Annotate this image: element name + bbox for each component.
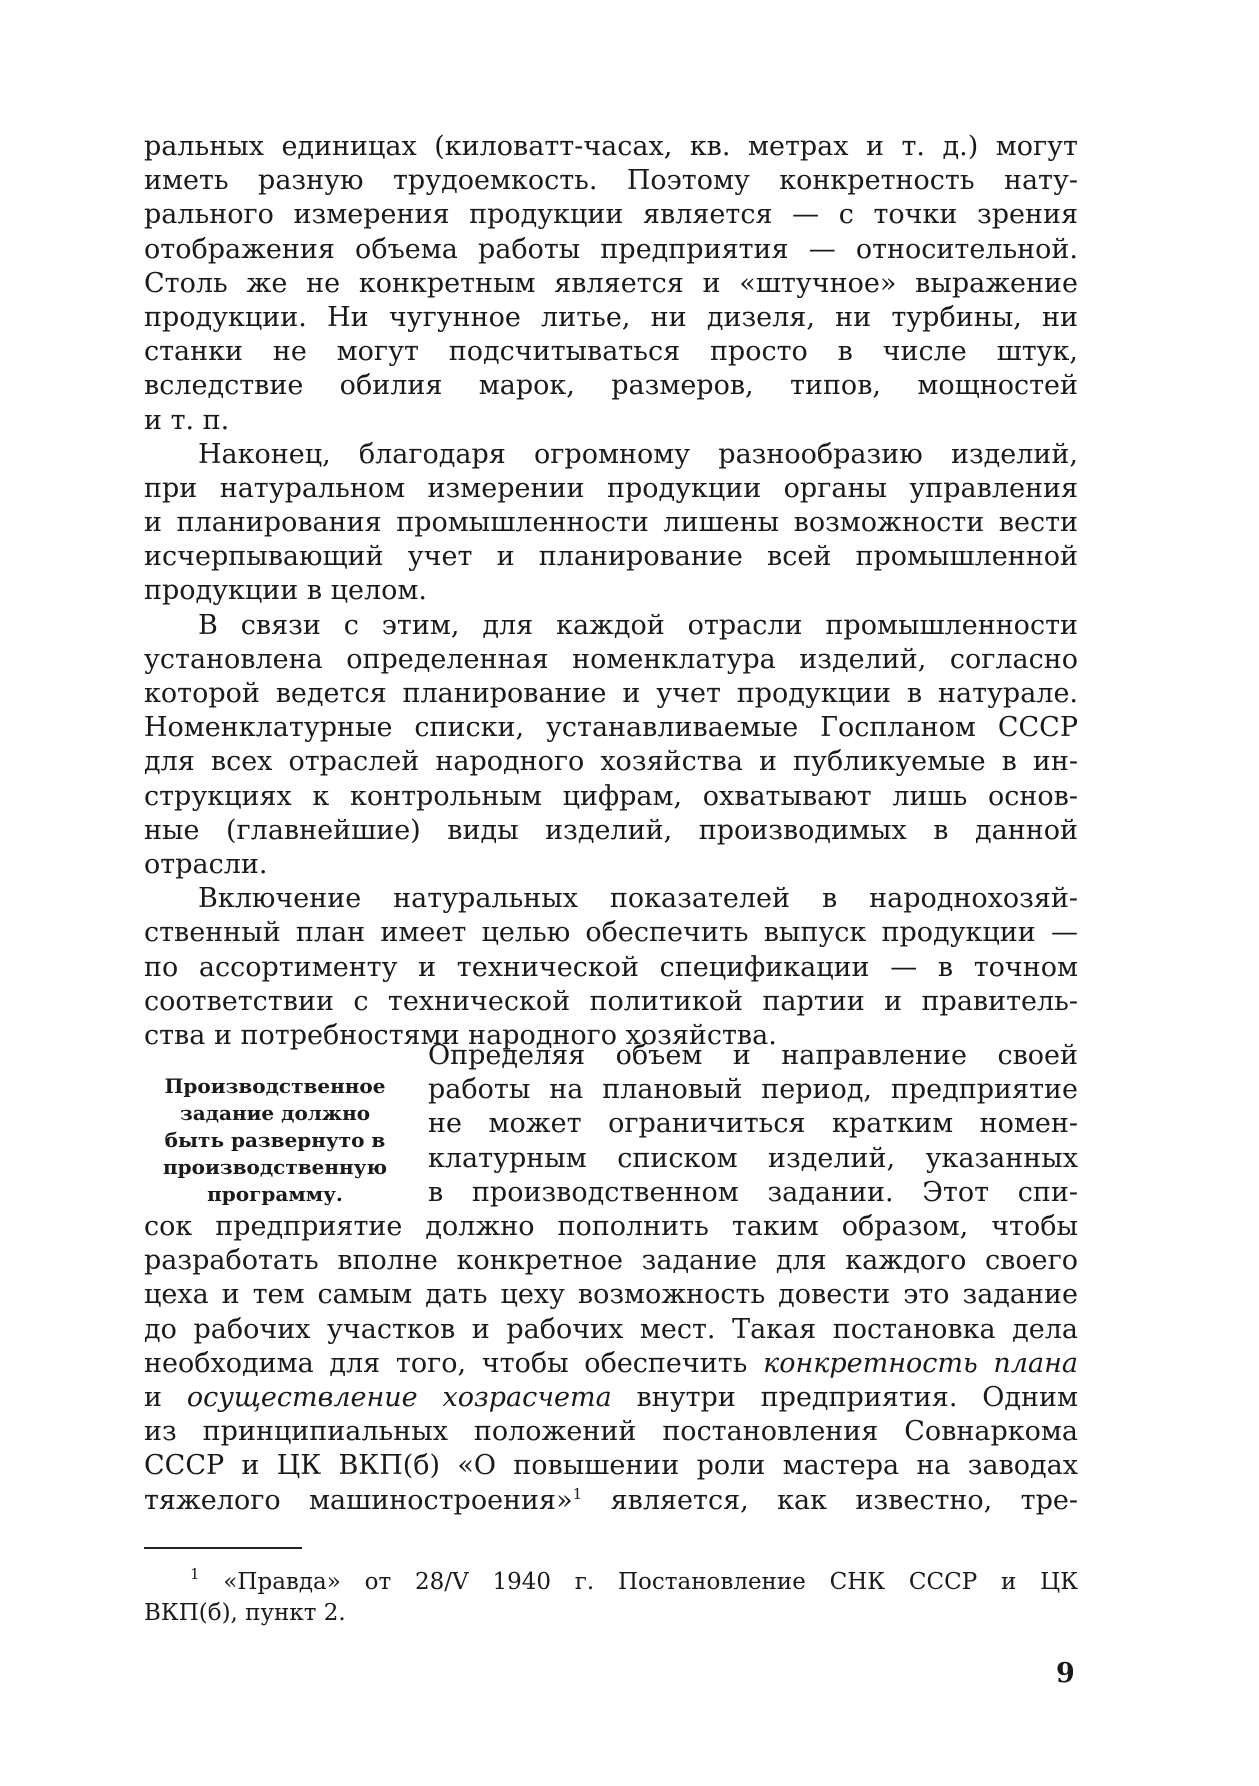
text-line	[144, 1347, 1078, 1381]
body-text-bottom	[144, 1210, 1078, 1518]
text-line: клатурным списком изделий, указанных	[428, 1142, 1078, 1174]
footnote-line	[144, 1567, 1078, 1598]
text-line: цеха и тем самым дать цеху возможность довести это задание	[144, 1279, 1078, 1311]
margin-heading-line: задание должно	[179, 1101, 371, 1125]
footnote	[144, 1567, 1078, 1629]
text-line: сок предприятие должно пополнить таким образом, чтобы	[144, 1211, 1078, 1242]
margin-heading-line: быть развернуто в	[164, 1128, 386, 1152]
text-line: соответствии с технической политикой партии и правитель-	[144, 985, 1078, 1017]
footnote-text: «Правда» от 28/V 1940 г. Постановление СНК СССР и ЦК	[199, 1569, 1078, 1595]
text-line: ные (главнейшие) виды изделий, производимых в данной	[144, 814, 1078, 846]
text-line: которой ведется планирование и учет продукции в натурале.	[144, 678, 1078, 709]
text-line: станки не могут подсчитываться просто в числе штук,	[144, 336, 1078, 368]
italic-emphasis: осуществление хозрасчета	[186, 1381, 612, 1413]
margin-heading-line: производственную	[163, 1155, 387, 1179]
text-line: установлена определенная номенклатура изделий, согласно	[144, 643, 1078, 675]
text-line: и планирования промышленности лишены возможности вести	[144, 507, 1078, 539]
margin-heading-line: Производственное	[164, 1074, 386, 1098]
text-line: рального измерения продукции является — с точки зрения	[144, 199, 1078, 231]
text-line: иметь разную трудоемкость. Поэтому конкретность нату-	[144, 165, 1078, 197]
italic-emphasis: конкретность плана	[763, 1347, 1078, 1379]
margin-heading	[144, 1073, 406, 1208]
text-run: тяжелого машиностроения»	[144, 1484, 573, 1516]
text-line: по ассортименту и технической спецификации — в точном	[144, 951, 1078, 983]
text-line: отображения объема работы предприятия — относительной.	[144, 233, 1078, 265]
margin-heading-line: программу.	[207, 1182, 343, 1206]
text-line: ральных единицах (киловатт-часах, кв. метрах и т. д.) могут	[144, 131, 1078, 162]
text-line: исчерпывающий учет и планирование всей промышленной	[144, 541, 1078, 573]
text-line: ственный план имеет целью обеспечить выпуск продукции —	[144, 917, 1078, 949]
text-line: продукции. Ни чугунное литье, ни дизеля, ни турбины, ни	[144, 301, 1078, 333]
text-run: внутри предприятия. Одним	[611, 1381, 1079, 1413]
paragraph-start: Включение натуральных показателей в народнохозяй-	[198, 883, 1078, 915]
footnote-line: ВКП(б), пункт 2.	[144, 1600, 346, 1626]
footnote-mark: 1	[190, 1565, 200, 1583]
text-line: Определяя объем и направление своей	[428, 1040, 1078, 1071]
footnote-reference: 1	[572, 1484, 583, 1503]
text-line: СССР и ЦК ВКП(б) «О повышении роли мастера на заводах	[144, 1450, 1078, 1482]
paragraph-start: В связи с этим, для каждой отрасли промышленности	[198, 609, 1078, 641]
text-line: отрасли.	[144, 848, 268, 880]
text-run: является, как известно, тре-	[582, 1484, 1078, 1516]
text-line	[144, 1381, 1078, 1415]
text-line: и т. п.	[144, 404, 230, 436]
text-line: разработать вполне конкретное задание для каждого своего	[144, 1245, 1078, 1277]
text-line	[144, 1484, 1078, 1518]
right-column-text	[428, 1039, 1078, 1210]
text-line: из принципиальных положений постановления Совнаркома	[144, 1416, 1078, 1448]
text-line: при натуральном измерении продукции органы управления	[144, 472, 1078, 504]
text-line: вследствие обилия марок, размеров, типов, мощностей	[144, 370, 1078, 402]
text-run: необходима для того, чтобы обеспечить	[144, 1347, 764, 1379]
text-line: Номенклатурные списки, устанавливаемые Госпланом СССР	[144, 712, 1078, 744]
body-text-top	[144, 130, 1078, 1053]
text-line: для всех отраслей народного хозяйства и публикуемые в ин-	[144, 746, 1078, 778]
text-line: не может ограничиться кратким номен-	[428, 1108, 1078, 1140]
footnote-divider	[144, 1547, 302, 1549]
page-number: 9	[1056, 1658, 1075, 1689]
text-line: Столь же не конкретным является и «штучное» выражение	[144, 267, 1078, 299]
text-line: ства и потребностями народного хозяйства.	[144, 1019, 777, 1051]
text-run: и	[144, 1381, 187, 1413]
text-line: в производственном задании. Этот спи-	[428, 1176, 1078, 1208]
text-line: струкциях к контрольным цифрам, охватывают лишь основ-	[144, 780, 1078, 812]
text-line: продукции в целом.	[144, 575, 427, 607]
text-line: до рабочих участков и рабочих мест. Такая постановка дела	[144, 1313, 1078, 1345]
text-line: работы на плановый период, предприятие	[428, 1074, 1078, 1106]
paragraph-start: Наконец, благодаря огромному разнообразию изделий,	[198, 438, 1078, 470]
